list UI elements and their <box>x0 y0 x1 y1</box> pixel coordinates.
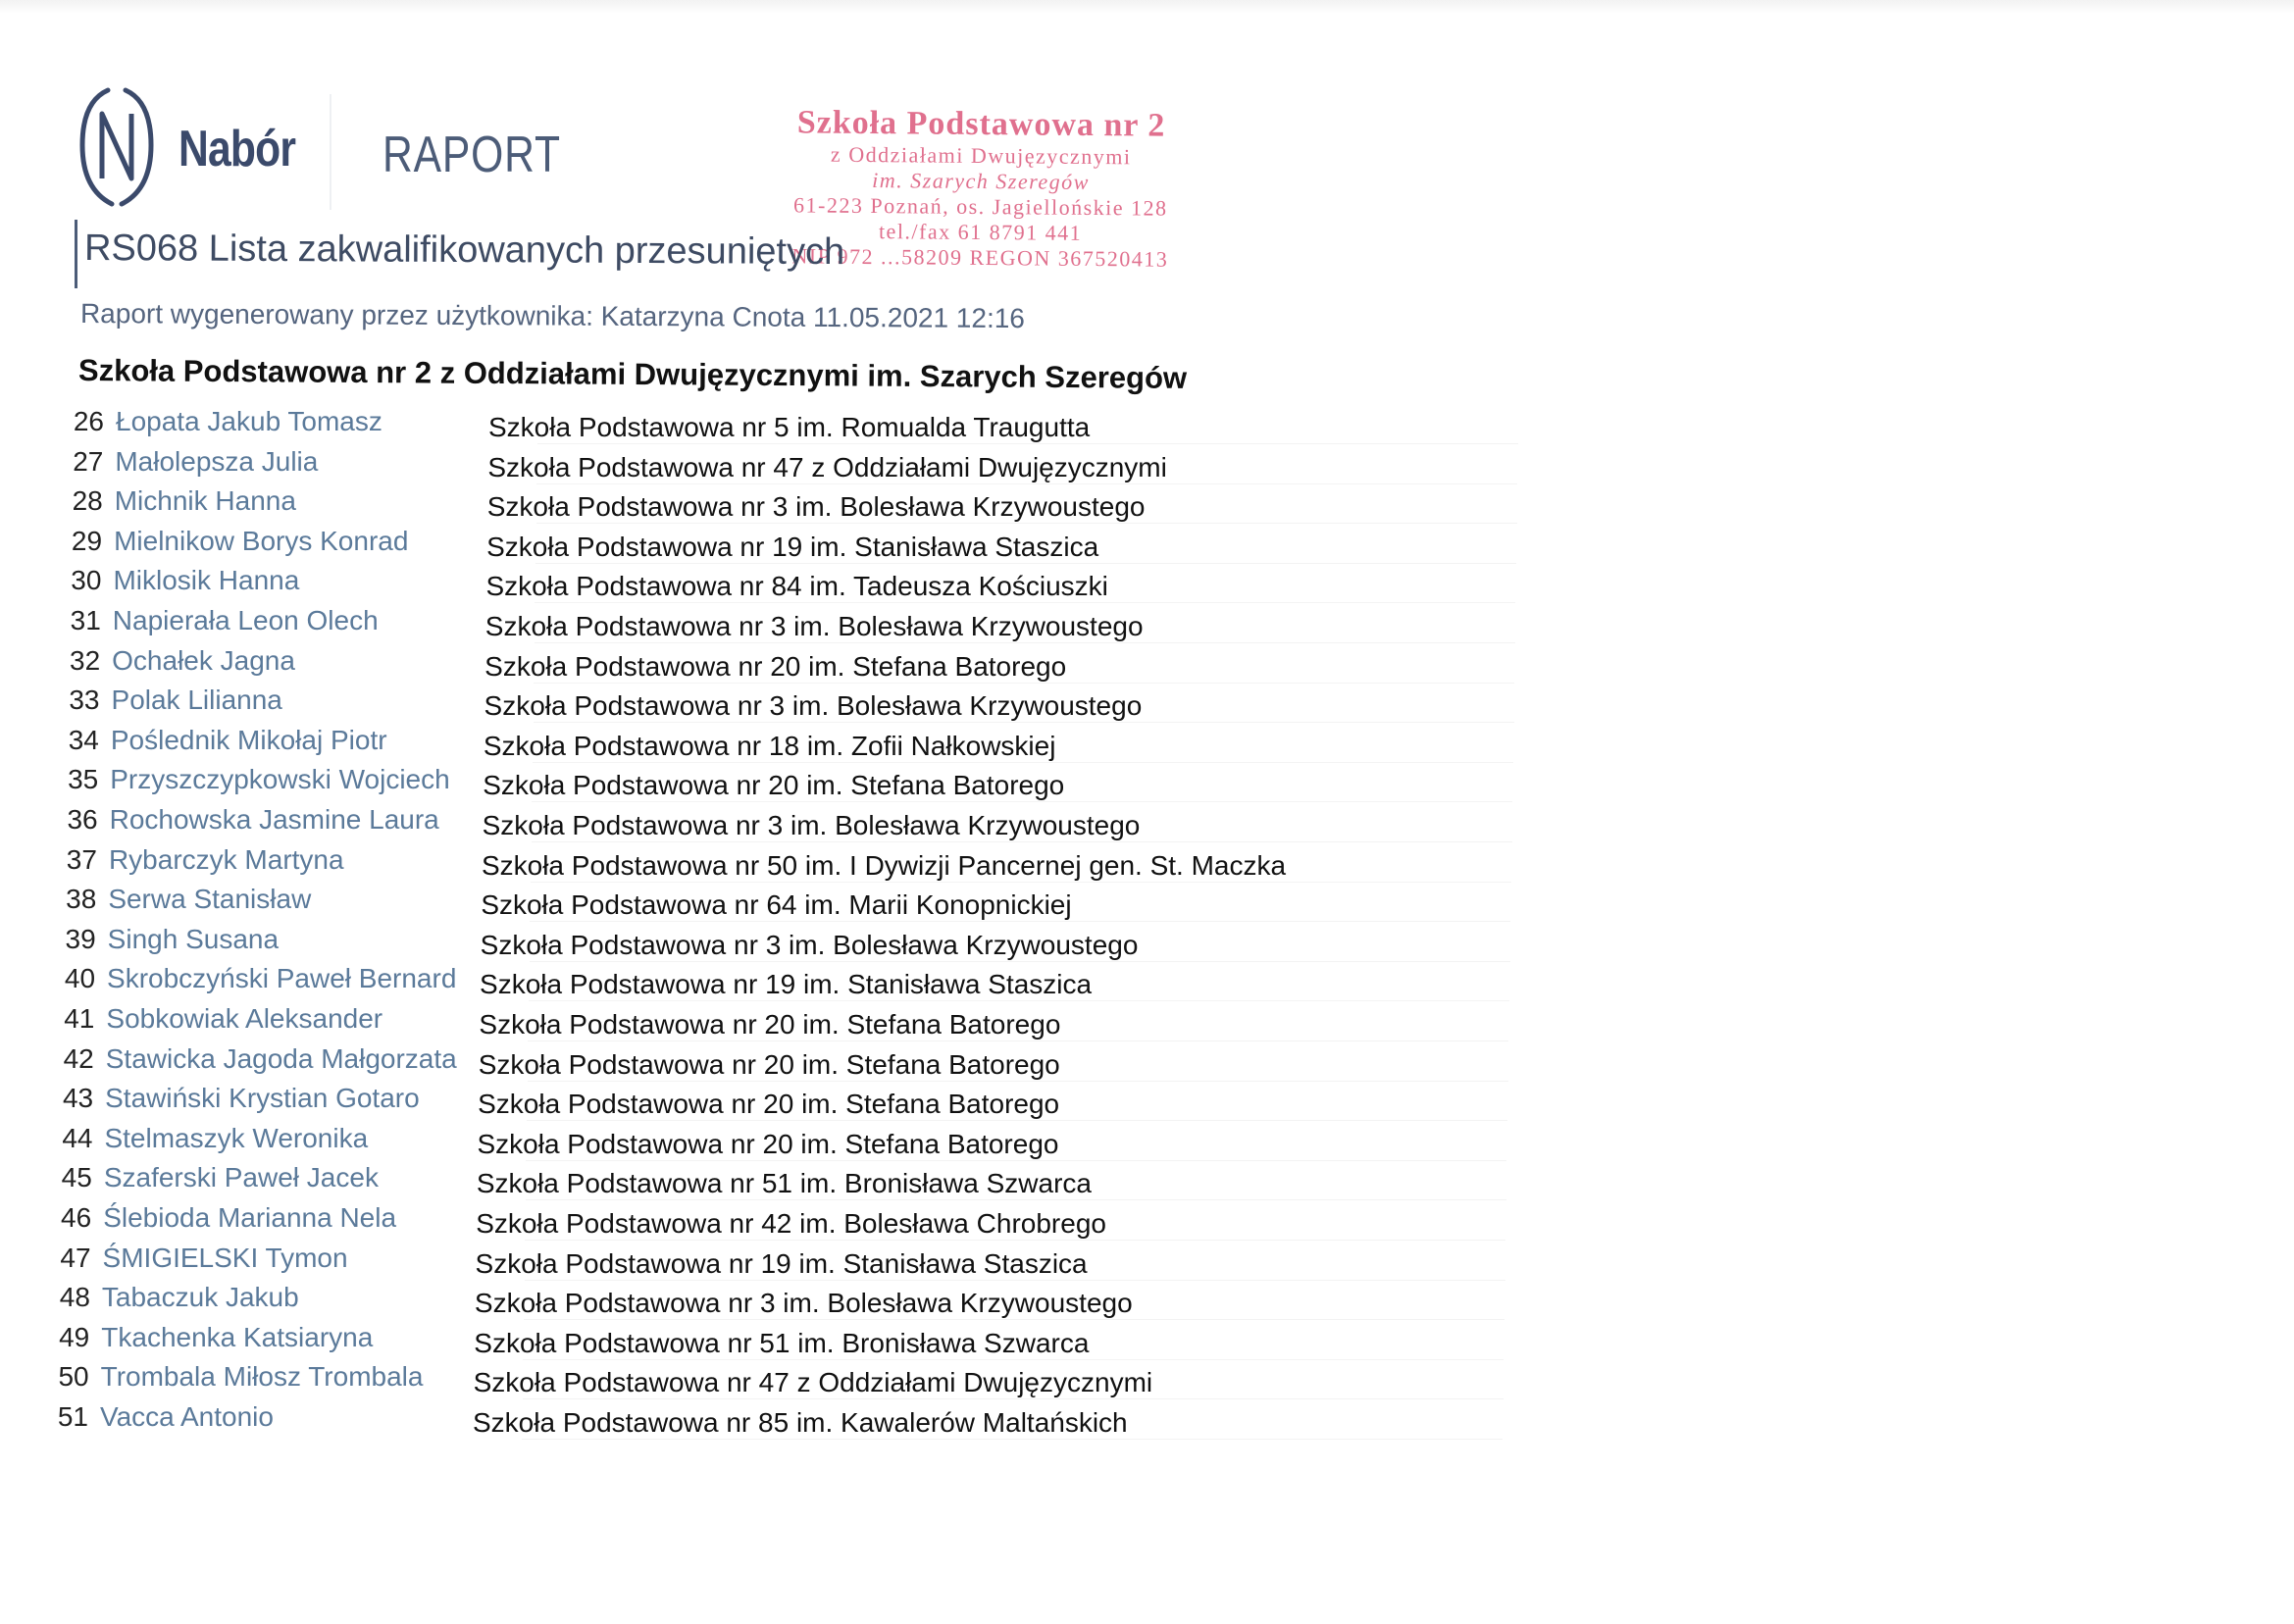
previous-school: Szkoła Podstawowa nr 20 im. Stefana Batorego <box>479 1009 1061 1040</box>
stamp-line-5: NIP 972 ...58209 REGON 367520413 <box>791 243 1169 272</box>
row-divider <box>533 762 1513 763</box>
row-number: 33 <box>69 685 100 716</box>
student-name: ŚMIGIELSKI Tymon <box>102 1242 348 1273</box>
student-name: Stelmaszyk Weronika <box>104 1122 369 1153</box>
previous-school: Szkoła Podstawowa nr 19 im. Stanisława Staszica <box>480 969 1093 1000</box>
row-divider <box>534 683 1514 684</box>
row-divider <box>537 443 1518 444</box>
row-divider <box>525 1240 1505 1241</box>
row-number: 39 <box>65 923 96 954</box>
row-number: 40 <box>64 963 96 994</box>
previous-school: Szkoła Podstawowa nr 3 im. Bolesława Krzywoustego <box>482 810 1141 840</box>
row-number: 44 <box>62 1122 93 1153</box>
student-name: Sobkowiak Aleksander <box>106 1003 383 1034</box>
row-divider <box>530 921 1510 922</box>
previous-school: Szkoła Podstawowa nr 3 im. Bolesława Krzywoustego <box>486 491 1146 523</box>
row-number: 31 <box>70 605 101 635</box>
row-divider <box>536 523 1517 524</box>
report-title: RS068 Lista zakwalifikowanych przesuniętych <box>83 228 845 274</box>
student-name: Ochałek Jagna <box>112 644 295 676</box>
row-divider <box>535 563 1516 564</box>
previous-school: Szkoła Podstawowa nr 19 im. Stanisława Staszica <box>486 531 1099 562</box>
row-divider <box>535 642 1515 643</box>
stamp-title: Szkoła Podstawowa nr 2 <box>796 104 1166 144</box>
previous-school: Szkoła Podstawowa nr 20 im. Stefana Batorego <box>483 770 1065 801</box>
student-name: Poślednik Mikołaj Piotr <box>110 724 387 755</box>
brand-name: Nabór <box>178 121 296 178</box>
previous-school: Szkoła Podstawowa nr 3 im. Bolesława Krzywoustego <box>480 929 1139 960</box>
stamp-line-3: 61-223 Poznań, os. Jagiellońskie 128 <box>792 192 1168 221</box>
row-divider <box>523 1398 1504 1399</box>
stamp-line-2: im. Szarych Szeregów <box>872 168 1090 194</box>
row-number: 30 <box>71 565 102 596</box>
row-divider <box>523 1359 1504 1360</box>
row-divider <box>536 483 1517 484</box>
row-number: 37 <box>66 843 97 875</box>
previous-school: Szkoła Podstawowa nr 20 im. Stefana Batorego <box>484 650 1067 682</box>
previous-school: Szkoła Podstawowa nr 20 im. Stefana Batorego <box>477 1128 1059 1159</box>
row-number: 36 <box>67 804 98 835</box>
previous-school: Szkoła Podstawowa nr 20 im. Stefana Batorego <box>478 1048 1060 1080</box>
row-divider <box>528 1081 1508 1082</box>
student-name: Stawicka Jagoda Małgorzata <box>105 1042 457 1074</box>
previous-school: Szkoła Podstawowa nr 42 im. Bolesława Chrobrego <box>476 1208 1106 1239</box>
row-divider <box>534 722 1514 723</box>
previous-school: Szkoła Podstawowa nr 3 im. Bolesława Krzywoustego <box>474 1288 1133 1319</box>
stamp-line-4: tel./fax 61 8791 441 <box>878 219 1083 245</box>
stamp-line-1: z Oddziałami Dwujęzycznymi <box>830 141 1132 170</box>
row-divider <box>527 1120 1507 1121</box>
row-number: 49 <box>59 1321 90 1352</box>
row-number: 51 <box>57 1401 88 1432</box>
previous-school: Szkoła Podstawowa nr 19 im. Stanisława Staszica <box>475 1247 1088 1279</box>
student-name: Singh Susana <box>107 923 280 954</box>
student-name: Napierała Leon Olech <box>112 605 379 635</box>
student-name: Polak Lilianna <box>111 685 282 716</box>
row-divider <box>524 1319 1504 1320</box>
row-number: 28 <box>72 485 103 517</box>
row-number: 29 <box>71 525 103 556</box>
previous-school: Szkoła Podstawowa nr 64 im. Marii Konopnickiej <box>481 889 1072 921</box>
previous-school: Szkoła Podstawowa nr 3 im. Bolesława Krzywoustego <box>484 690 1143 722</box>
row-divider <box>531 882 1511 883</box>
previous-school: Szkoła Podstawowa nr 18 im. Zofii Nałkowskiej <box>483 730 1056 761</box>
row-number: 32 <box>70 644 101 676</box>
row-divider <box>535 602 1515 603</box>
student-name: Ślebioda Marianna Nela <box>103 1202 397 1233</box>
row-divider <box>529 1000 1509 1001</box>
student-name: Tabaczuk Jakub <box>101 1282 299 1313</box>
row-number: 50 <box>58 1361 89 1393</box>
row-number: 41 <box>64 1003 95 1034</box>
row-divider <box>528 1040 1508 1041</box>
previous-school: Szkoła Podstawowa nr 84 im. Tadeusza Kościuszki <box>485 571 1108 602</box>
row-number: 42 <box>63 1042 94 1074</box>
row-number: 38 <box>66 884 97 915</box>
previous-school: Szkoła Podstawowa nr 51 im. Bronisława Szwarca <box>474 1327 1090 1358</box>
row-divider <box>526 1199 1506 1200</box>
student-name: Przyszczypkowski Wojciech <box>110 764 450 795</box>
row-divider <box>522 1439 1503 1440</box>
row-divider <box>532 841 1512 842</box>
previous-school: Szkoła Podstawowa nr 3 im. Bolesława Krzywoustego <box>484 611 1144 641</box>
row-number: 47 <box>60 1242 91 1273</box>
student-name: Skrobczyński Paweł Bernard <box>107 963 457 994</box>
previous-school: Szkoła Podstawowa nr 5 im. Romualda Traugutta <box>488 412 1091 442</box>
raport-label: RAPORT <box>382 127 561 183</box>
row-number: 26 <box>73 406 104 436</box>
school-section-header: Szkoła Podstawowa nr 2 z Oddziałami Dwujęzycznymi im. Szarych Szeregów <box>77 353 1188 395</box>
student-name: Miklosik Hanna <box>113 565 300 596</box>
generated-by-text: Raport wygenerowany przez użytkownika: Katarzyna Cnota 11.05.2021 12:16 <box>79 298 1026 334</box>
row-number: 46 <box>61 1202 92 1233</box>
student-name: Michnik Hanna <box>114 485 296 517</box>
previous-school: Szkoła Podstawowa nr 51 im. Bronisława Szwarca <box>476 1168 1092 1199</box>
row-number: 45 <box>61 1162 92 1193</box>
student-name: Szaferski Paweł Jacek <box>103 1162 379 1193</box>
student-name: Serwa Stanisław <box>108 884 312 915</box>
row-divider <box>526 1160 1506 1161</box>
student-name: Rybarczyk Martyna <box>108 843 344 875</box>
row-number: 34 <box>68 724 99 755</box>
student-name: Tkachenka Katsiaryna <box>101 1321 374 1352</box>
row-divider <box>532 801 1512 802</box>
previous-school: Szkoła Podstawowa nr 50 im. I Dywizji Pancernej gen. St. Maczka <box>481 849 1287 881</box>
row-divider <box>525 1280 1505 1281</box>
row-number: 35 <box>68 764 99 795</box>
previous-school: Szkoła Podstawowa nr 20 im. Stefana Batorego <box>478 1089 1060 1120</box>
student-name: Stawiński Krystian Gotaro <box>105 1083 420 1114</box>
row-divider <box>530 961 1510 962</box>
student-name: Trombala Miłosz Trombala <box>100 1361 424 1393</box>
row-number: 48 <box>59 1282 90 1313</box>
previous-school: Szkoła Podstawowa nr 47 z Oddziałami Dwujęzycznymi <box>473 1367 1153 1398</box>
row-number: 43 <box>62 1083 94 1114</box>
student-name: Rochowska Jasmine Laura <box>109 804 439 835</box>
student-name: Łopata Jakub Tomasz <box>116 406 382 436</box>
row-number: 27 <box>73 445 104 477</box>
student-name: Mielnikow Borys Konrad <box>114 525 409 556</box>
student-name: Vacca Antonio <box>100 1401 274 1432</box>
student-name: Małolepsza Julia <box>115 445 319 477</box>
previous-school: Szkoła Podstawowa nr 47 z Oddziałami Dwujęzycznymi <box>487 451 1167 482</box>
previous-school: Szkoła Podstawowa nr 85 im. Kawalerów Maltańskich <box>473 1407 1128 1438</box>
